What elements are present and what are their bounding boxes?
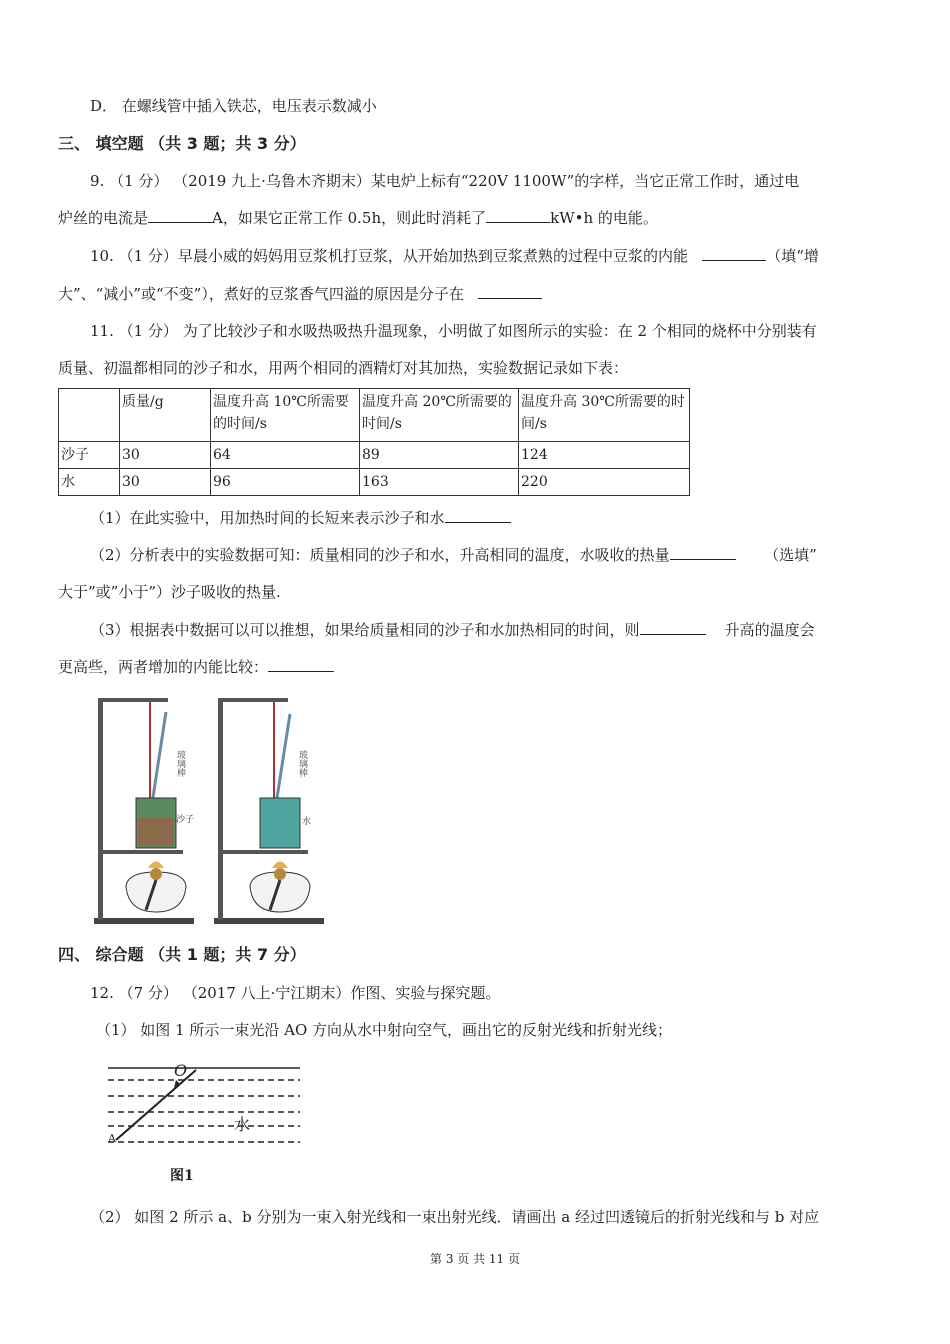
table-header-row — [59, 389, 690, 442]
q12-figure-1 — [104, 1060, 304, 1185]
q10-blank-1[interactable] — [702, 246, 766, 261]
q11-sub3-cont — [58, 657, 334, 677]
q11-sub1 — [90, 508, 511, 528]
table-header-cell: 温度升高 20℃所需要的时间/s — [360, 389, 519, 442]
table-cell: 163 — [360, 469, 519, 496]
table-cell: 89 — [360, 442, 519, 469]
table-header-cell: 温度升高 30℃所需要的时间/s — [519, 389, 690, 442]
q11-line1: 11. （1 分） 为了比较沙子和水吸热吸热升温现象，小明做了如图所示的实验：在 2 个相同的烧杯中分别装有 — [90, 322, 817, 340]
fig1-caption: 图1 — [170, 1168, 194, 1184]
q11-data-table — [58, 388, 690, 496]
table-cell: 水 — [59, 469, 120, 496]
label-o: O — [174, 1061, 188, 1080]
q11-sub3-blank-2[interactable] — [268, 657, 334, 672]
q10-line2 — [58, 284, 542, 304]
q11-sub3-text-b: 升高的温度会 — [724, 621, 815, 639]
q11-line2: 质量、初温都相同的沙子和水，用两个相同的酒精灯对其加热，实验数据记录如下表： — [58, 359, 629, 377]
table-row — [59, 469, 690, 496]
q9-text-c: kW•h 的电能。 — [550, 209, 658, 227]
q12-line1: 12. （7 分） （2017 八上·宁江期末）作图、实验与探究题。 — [90, 984, 501, 1002]
q11-sub2-blank[interactable] — [670, 545, 736, 560]
q9-line2 — [58, 208, 658, 228]
q9-line1: 9. （1 分） （2019 九上·乌鲁木齐期末）某电炉上标有“220V 1100W”的字样，当它正常工作时，通过电 — [90, 172, 800, 190]
q12-sub1: （1） 如图 1 所示一束光沿 AO 方向从水中射向空气，画出它的反射光线和折射光线； — [96, 1021, 673, 1039]
label-water-fig1: 水 — [234, 1115, 251, 1134]
q10-text-a: 10. （1 分）早晨小威的妈妈用豆浆机打豆浆，从开始加热到豆浆煮熟的过程中豆浆的内能 — [90, 247, 688, 265]
label-sand: 沙子 — [176, 815, 195, 825]
table-cell: 96 — [211, 469, 360, 496]
q11-sub2 — [90, 545, 817, 565]
table-cell: 220 — [519, 469, 690, 496]
label-rod-1: 玻璃棒 — [175, 750, 185, 777]
q11-sub3-text-a: （3）根据表中数据可以可以推想，如果给质量相同的沙子和水加热相同的时间，则 — [90, 621, 640, 639]
q9-text-b: A，如果它正常工作 0.5h，则此时消耗了 — [212, 209, 487, 227]
label-rod-2: 玻璃棒 — [297, 750, 307, 777]
table-cell: 124 — [519, 442, 690, 469]
q9-blank-1[interactable] — [148, 208, 212, 223]
q11-sub3 — [90, 620, 815, 640]
water-apparatus — [214, 698, 324, 924]
section-3-title: 三、 填空题 （共 3 题；共 3 分） — [58, 134, 306, 153]
q9-blank-2[interactable] — [486, 208, 550, 223]
table-header-cell: 温度升高 10℃所需要的时间/s — [211, 389, 360, 442]
q10-text-b: （填“增 — [766, 247, 819, 265]
table-cell: 30 — [120, 469, 211, 496]
label-a: A — [108, 1132, 116, 1145]
q11-sub3-text-c: 更高些，两者增加的内能比较： — [58, 658, 269, 676]
table-row — [59, 442, 690, 469]
q11-sub1-text: （1）在此实验中，用加热时间的长短来表示沙子和水 — [90, 509, 445, 527]
q10-text-c: 大”、“减小”或“不变”），煮好的豆浆香气四溢的原因是分子在 — [58, 285, 464, 303]
table-cell: 64 — [211, 442, 360, 469]
q11-sub1-blank[interactable] — [445, 508, 511, 523]
table-cell: 沙子 — [59, 442, 120, 469]
table-header-cell — [59, 389, 120, 442]
section-4-title: 四、 综合题 （共 1 题；共 7 分） — [58, 945, 306, 964]
page-footer: 第 3 页 共 11 页 — [430, 1252, 520, 1266]
table-header-cell: 质量/g — [120, 389, 211, 442]
table-cell: 30 — [120, 442, 211, 469]
q11-sub2-cont: 大于”或”小于”）沙子吸收的热量. — [58, 583, 281, 601]
q10-blank-2[interactable] — [478, 284, 542, 299]
option-d: D． 在螺线管中插入铁芯，电压表示数减小 — [90, 97, 377, 115]
q11-sub3-blank-1[interactable] — [640, 620, 706, 635]
sand-apparatus — [94, 698, 194, 924]
label-water: 水 — [302, 817, 312, 827]
q12-sub2: （2） 如图 2 所示 a、b 分别为一束入射光线和一束出射光线．请画出 a 经过凹透镜后的折射光线和与 b 对应 — [90, 1208, 820, 1226]
q11-experiment-figure — [88, 690, 338, 930]
q10-line1 — [90, 246, 819, 266]
q9-text-a: 炉丝的电流是 — [58, 209, 149, 227]
q11-sub2-text-b: （选填” — [764, 546, 817, 564]
q11-sub2-text-a: （2）分析表中的实验数据可知：质量相同的沙子和水，升高相同的温度，水吸收的热量 — [90, 546, 670, 564]
